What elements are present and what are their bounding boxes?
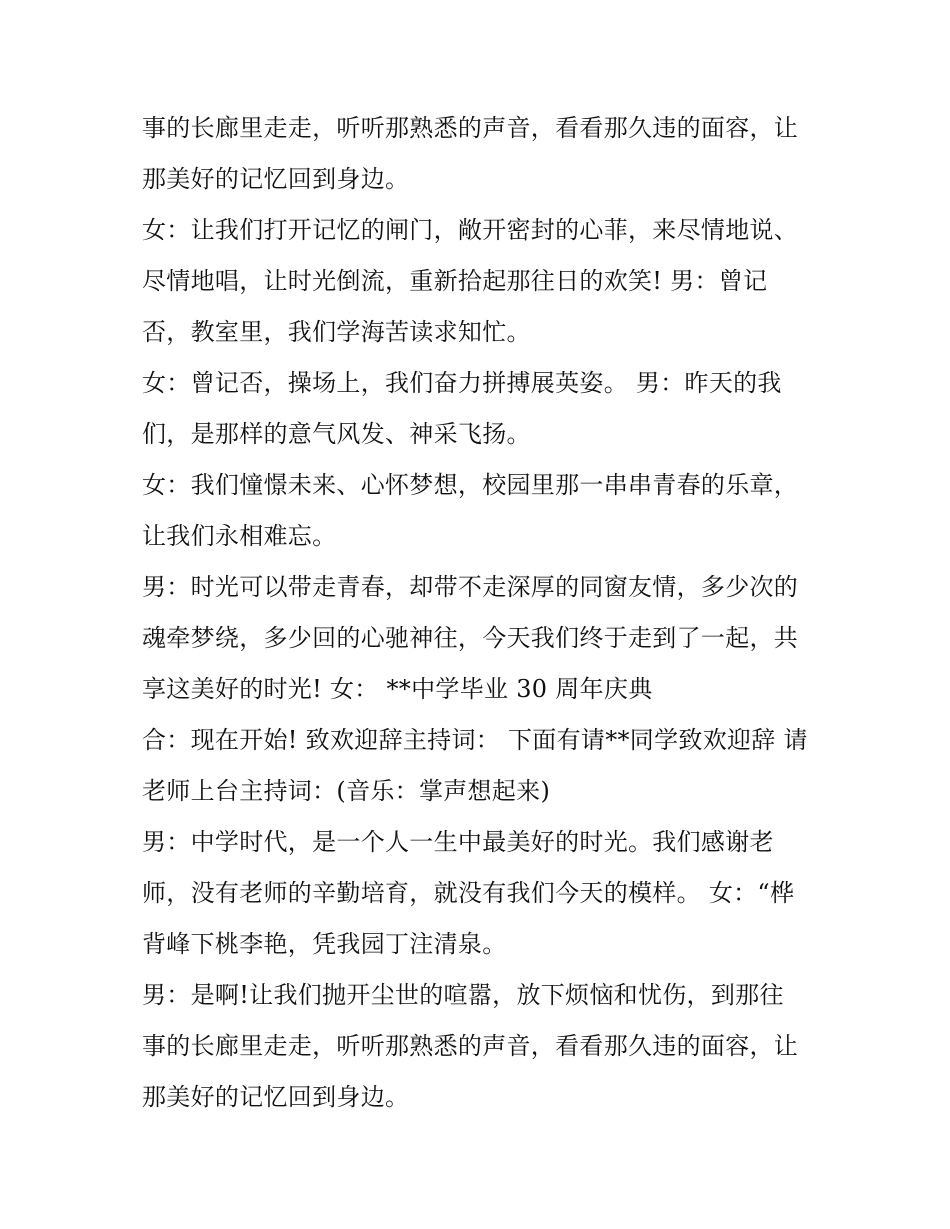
text-line-19: 事的长廊里走走，听听那熟悉的声音，看看那久违的面容，让: [142, 1032, 799, 1060]
text-line-7: 们，是那样的意气风发、神采飞扬。: [142, 420, 531, 448]
text-line-6: 女：曾记否，操场上，我们奋力拼搏展英姿。 男：昨天的我: [142, 369, 782, 397]
text-line-14: 老师上台主持词：(音乐：掌声想起来): [142, 777, 551, 805]
text-line-2: 那美好的记忆回到身边。: [142, 165, 410, 193]
text-line-12: 享这美好的时光! 女： **中学毕业 30 周年庆典: [142, 675, 653, 703]
text-line-15: 男：中学时代，是一个人一生中最美好的时光。我们感谢老: [142, 828, 774, 856]
text-line-18: 男：是啊!让我们抛开尘世的喧嚣，放下烦恼和忧伤，到那往: [142, 981, 784, 1009]
document-body: [142, 103, 842, 1123]
text-line-16: 师，没有老师的辛勤培育，就没有我们今天的模样。 女：“桦: [142, 879, 795, 907]
text-line-5: 否，教室里，我们学海苦读求知忙。: [142, 318, 531, 346]
text-line-20: 那美好的记忆回到身边。: [142, 1083, 410, 1111]
text-line-9: 让我们永相难忘。: [142, 522, 337, 550]
text-line-13: 合：现在开始! 致欢迎辞主持词： 下面有请**同学致欢迎辞 请: [142, 726, 808, 754]
text-line-1: 事的长廊里走走，听听那熟悉的声音，看看那久违的面容，让: [142, 114, 799, 142]
text-line-17: 背峰下桃李艳，凭我园丁注清泉。: [142, 930, 507, 958]
text-line-10: 男：时光可以带走青春，却带不走深厚的同窗友情，多少次的: [142, 573, 799, 601]
text-line-8: 女：我们憧憬未来、心怀梦想，校园里那一串串青春的乐章，: [142, 471, 799, 499]
text-line-4: 尽情地唱，让时光倒流，重新拾起那往日的欢笑! 男：曾记: [142, 267, 768, 295]
text-line-3: 女：让我们打开记忆的闸门，敞开密封的心菲，来尽情地说、: [142, 216, 799, 244]
text-line-11: 魂牵梦绕，多少回的心驰神往，今天我们终于走到了一起，共: [142, 624, 799, 652]
